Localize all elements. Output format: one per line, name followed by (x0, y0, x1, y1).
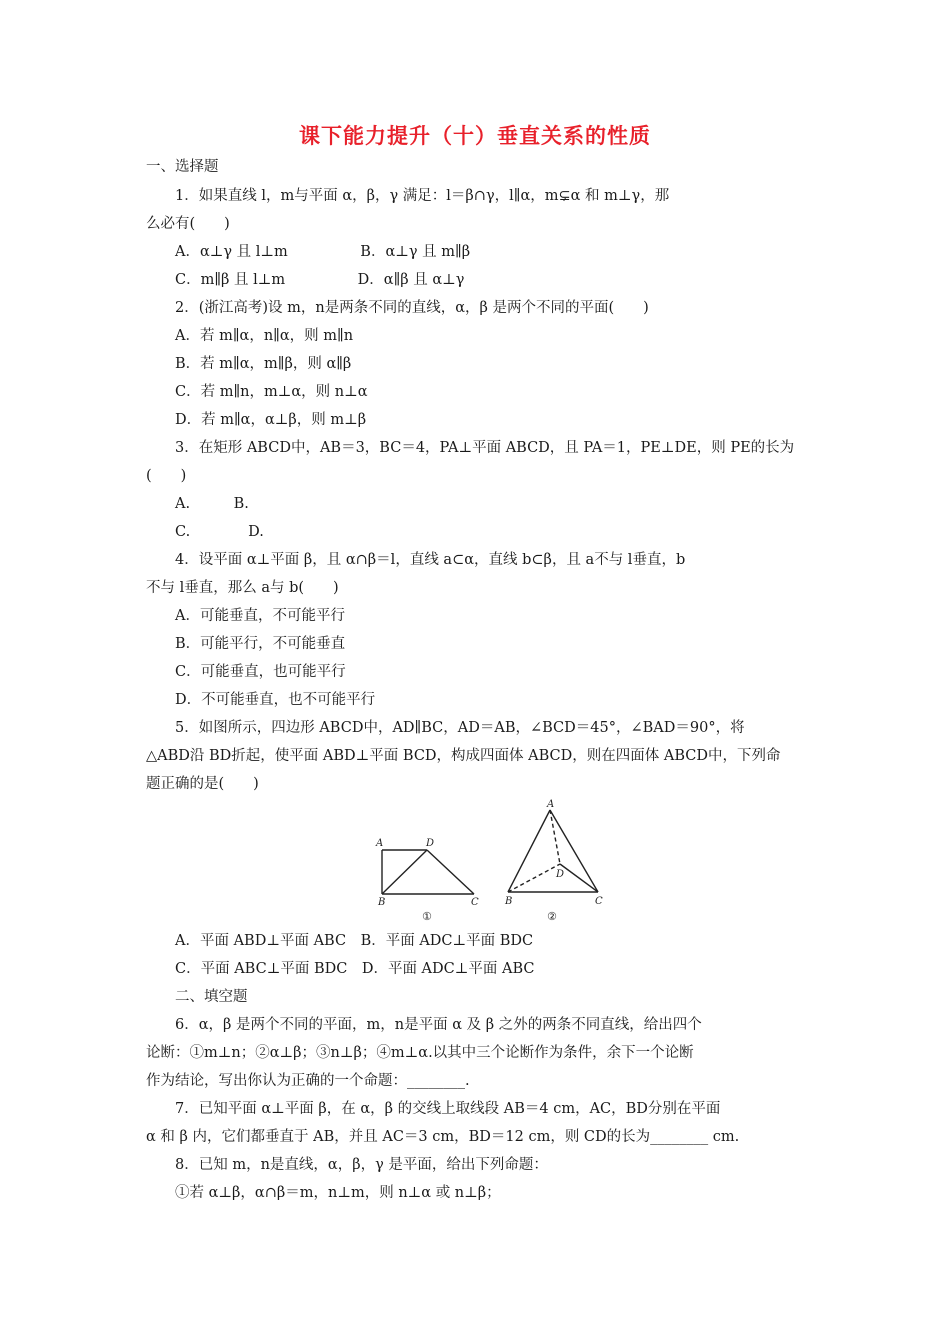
question-4-cont: 不与 l垂直，那么 a与 b( ) (146, 580, 339, 596)
question-5-cont-2: 题正确的是( ) (146, 776, 259, 792)
section-heading-choice: 一、选择题 (146, 159, 219, 175)
question-1-cont: 么必有( ) (146, 216, 230, 232)
fig2-label-b: B (505, 896, 513, 907)
question-8-item-1: ①若 α⊥β，α∩β＝m，n⊥m，则 n⊥α 或 n⊥β； (175, 1185, 501, 1201)
question-7: 7．已知平面 α⊥平面 β，在 α，β 的交线上取线段 AB＝4 cm，AC，BD分别在平面 (175, 1101, 721, 1117)
question-4-option-b: B．可能平行，不可能垂直 (175, 636, 346, 652)
question-5: 5．如图所示，四边形 ABCD中，AD∥BC，AD＝AB，∠BCD＝45°，∠BAD＝90°，将 (175, 720, 745, 736)
fig2-label-c: C (595, 896, 603, 907)
question-3-options-cd: C. D. (175, 524, 264, 540)
fig2-caption: ② (547, 910, 557, 923)
question-6-cont-1: 论断：①m⊥n；②α⊥β；③n⊥β；④m⊥α.以其中三个论断作为条件，余下一个论断 (146, 1045, 694, 1061)
question-3-cont: ( ) (146, 468, 187, 484)
question-8: 8．已知 m，n是直线，α，β，γ 是平面，给出下列命题： (175, 1157, 548, 1173)
question-1: 1．如果直线 l，m与平面 α，β，γ 满足：l＝β∩γ，l∥α，m⊊α 和 m⊥γ，那 (175, 188, 670, 204)
question-6-cont-2: 作为结论，写出你认为正确的一个命题：________. (146, 1073, 470, 1089)
fig2-label-d: D (556, 869, 565, 880)
question-2-option-d: D．若 m∥α，α⊥β，则 m⊥β (175, 412, 367, 428)
question-6: 6．α，β 是两个不同的平面，m，n是平面 α 及 β 之外的两条不同直线，给出四个 (175, 1017, 702, 1033)
question-4-option-a: A．可能垂直，不可能平行 (175, 608, 345, 624)
section-heading-fill: 二、填空题 (175, 989, 248, 1005)
question-5-cont-1: △ABD沿 BD折起，使平面 ABD⊥平面 BCD，构成四面体 ABCD，则在四面体 ABCD中，下列命 (146, 748, 781, 764)
fig2-label-a: A (547, 799, 555, 810)
question-2: 2．(浙江高考)设 m，n是两条不同的直线，α，β 是两个不同的平面( ) (175, 300, 649, 316)
figure-1-quadrilateral (382, 850, 474, 894)
fig1-caption: ① (422, 910, 432, 923)
fig1-label-d: D (426, 838, 435, 849)
question-2-option-b: B．若 m∥α，m∥β，则 α∥β (175, 356, 352, 372)
question-5-options-ab: A．平面 ABD⊥平面 ABC B．平面 ADC⊥平面 BDC (175, 933, 534, 949)
question-4: 4．设平面 α⊥平面 β，且 α∩β＝l，直线 a⊂α，直线 b⊂β，且 a不与 l垂直，b (175, 552, 686, 568)
figure-2-tetrahedron (508, 810, 598, 892)
question-5-options-cd: C．平面 ABC⊥平面 BDC D．平面 ADC⊥平面 ABC (175, 961, 535, 977)
question-2-option-a: A．若 m∥α，n∥α，则 m∥n (175, 328, 354, 344)
question-1-options-cd: C．m∥β 且 l⊥m D．α∥β 且 α⊥γ (175, 272, 465, 288)
question-1-options-ab: A．α⊥γ 且 l⊥m B．α⊥γ 且 m∥β (175, 244, 471, 260)
page-title: 课下能力提升（十）垂直关系的性质 (299, 124, 651, 148)
fig1-label-b: B (378, 897, 386, 908)
question-7-cont: α 和 β 内，它们都垂直于 AB，并且 AC＝3 cm，BD＝12 cm，则 CD的长为________ cm. (146, 1129, 740, 1145)
fig1-label-c: C (471, 897, 479, 908)
question-4-option-d: D．不可能垂直，也不可能平行 (175, 692, 376, 708)
tetrahedron-figure (370, 798, 620, 926)
question-2-option-c: C．若 m∥n，m⊥α，则 n⊥α (175, 384, 368, 400)
question-3-options-ab: A. B. (175, 496, 249, 512)
fig1-label-a: A (376, 838, 384, 849)
question-3: 3．在矩形 ABCD中，AB＝3，BC＝4，PA⊥平面 ABCD，且 PA＝1，PE⊥DE，则 PE的长为 (175, 440, 795, 456)
question-4-option-c: C．可能垂直，也可能平行 (175, 664, 346, 680)
